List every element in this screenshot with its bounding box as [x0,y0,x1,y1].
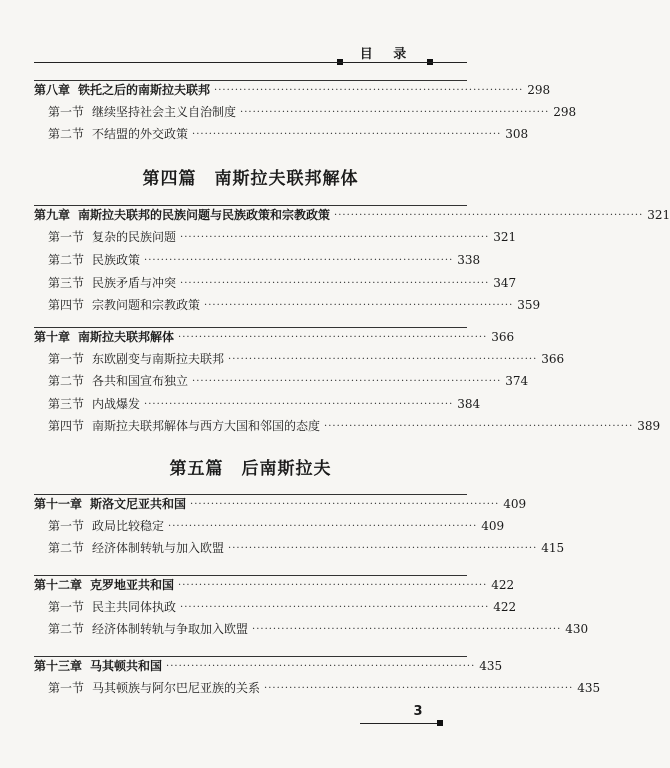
section-label: 第二节 [48,374,85,388]
dot-leader: ·········································································· [178,332,488,343]
dot-leader: ·········································································· [180,232,490,243]
page-ref: 430 [565,622,589,636]
section-label: 第二节 [48,127,85,141]
section-title: 政局比较稳定 [92,519,165,533]
chapter-title: 铁托之后的南斯拉夫联邦 [78,83,211,97]
dot-leader: ·········································································· [168,521,478,532]
page-ref: 321 [493,230,517,244]
section-title: 复杂的民族问题 [92,230,177,244]
dot-leader: ·········································································· [214,85,524,96]
part-heading: 第五篇 后南斯拉夫 [169,459,332,479]
page-ref: 415 [541,541,565,555]
section-title: 民主共同体执政 [92,600,177,614]
toc-section[interactable] [34,517,505,536]
section-label: 第一节 [48,105,85,119]
dot-leader: ·········································································· [264,683,574,694]
section-title: 各共和国宣布独立 [92,374,189,388]
section-label: 第一节 [48,681,85,695]
section-title: 宗教问题和宗教政策 [92,298,201,312]
section-title: 内战爆发 [92,397,141,411]
chapter-title: 克罗地亚共和国 [90,578,175,592]
toc-section[interactable] [34,372,529,391]
toc-chapter-11[interactable] [34,495,527,514]
page-ref: 347 [493,276,517,290]
section-title: 民族政策 [92,253,141,267]
page-ref: 366 [541,352,565,366]
page-ref: 308 [505,127,529,141]
toc-section[interactable] [34,417,661,436]
toc-chapter-13[interactable] [34,657,503,676]
dot-leader: ·········································································· [144,399,454,410]
page-ref: 409 [503,497,527,511]
toc-section[interactable] [34,274,517,293]
dot-leader: ·········································································· [166,661,476,672]
dot-leader: ·········································································· [190,499,500,510]
section-label: 第二节 [48,622,85,636]
page-ref: 366 [491,330,515,344]
toc-section[interactable] [34,228,517,247]
page-ref: 338 [457,253,481,267]
chapter-title: 马其顿共和国 [90,659,163,673]
chapter-label: 第十一章 [34,497,83,511]
footer-marker [437,720,443,726]
dot-leader: ·········································································· [240,107,550,118]
section-label: 第三节 [48,397,85,411]
chapter-title: 南斯拉夫联邦解体 [78,330,175,344]
toc-section[interactable] [34,296,541,315]
chapter-title: 斯洛文尼亚共和国 [90,497,187,511]
section-label: 第四节 [48,298,85,312]
toc-chapter-10[interactable] [34,328,515,347]
section-label: 第二节 [48,253,85,267]
chapter-label: 第九章 [34,208,71,222]
dot-leader: ·········································································· [228,354,538,365]
dot-leader: ·········································································· [144,255,454,266]
toc-section[interactable] [34,620,589,639]
dot-leader: ·········································································· [178,580,488,591]
toc-chapter-12[interactable] [34,576,515,595]
toc-chapter-9[interactable] [34,206,670,225]
part-heading: 第四篇 南斯拉夫联邦解体 [142,169,359,189]
toc-section[interactable] [34,539,565,558]
toc-section[interactable] [34,125,529,144]
dot-leader: ·········································································· [334,210,644,221]
dot-leader: ·········································································· [228,543,538,554]
dot-leader: ·········································································· [192,129,502,140]
section-title: 民族矛盾与冲突 [92,276,177,290]
page-ref: 422 [493,600,517,614]
toc-section[interactable] [34,598,517,617]
chapter-label: 第十二章 [34,578,83,592]
section-label: 第一节 [48,352,85,366]
chapter-label: 第十三章 [34,659,83,673]
section-title: 经济体制转轨与争取加入欧盟 [92,622,249,636]
section-label: 第三节 [48,276,85,290]
dot-leader: ·········································································· [180,278,490,289]
dot-leader: ·········································································· [324,421,634,432]
section-label: 第一节 [48,230,85,244]
page-ref: 435 [577,681,601,695]
page-ref: 298 [527,83,551,97]
section-title: 继续坚持社会主义自治制度 [92,105,237,119]
chapter-label: 第八章 [34,83,71,97]
toc-section[interactable] [34,679,601,698]
toc-section[interactable] [34,103,577,122]
toc-section[interactable] [34,350,565,369]
page-ref: 321 [647,208,670,222]
dot-leader: ·········································································· [192,376,502,387]
toc-section[interactable] [34,395,481,414]
running-header-title: 目 录 [359,47,415,62]
section-label: 第一节 [48,600,85,614]
page-ref: 374 [505,374,529,388]
section-label: 第四节 [48,419,85,433]
section-label: 第一节 [48,519,85,533]
page-ref: 422 [491,578,515,592]
page-ref: 298 [553,105,577,119]
chapter-title: 南斯拉夫联邦的民族问题与民族政策和宗教政策 [78,208,331,222]
section-title: 东欧剧变与南斯拉夫联邦 [92,352,225,366]
page-ref: 359 [517,298,541,312]
toc-chapter-8[interactable] [34,81,551,100]
section-title: 南斯拉夫联邦解体与西方大国和邻国的态度 [92,419,321,433]
page-ref: 389 [637,419,661,433]
footer-rule [360,723,440,724]
chapter-label: 第十章 [34,330,71,344]
dot-leader: ·········································································· [180,602,490,613]
section-title: 不结盟的外交政策 [92,127,189,141]
page-ref: 409 [481,519,505,533]
section-title: 马其顿族与阿尔巴尼亚族的关系 [92,681,261,695]
page-ref: 435 [479,659,503,673]
dot-leader: ·········································································· [252,624,562,635]
toc-section[interactable] [34,251,481,270]
page-ref: 384 [457,397,481,411]
section-title: 经济体制转轨与加入欧盟 [92,541,225,555]
header-rule [34,62,467,63]
dot-leader: ·········································································· [204,300,514,311]
section-label: 第二节 [48,541,85,555]
page-number: 3 [413,704,423,719]
